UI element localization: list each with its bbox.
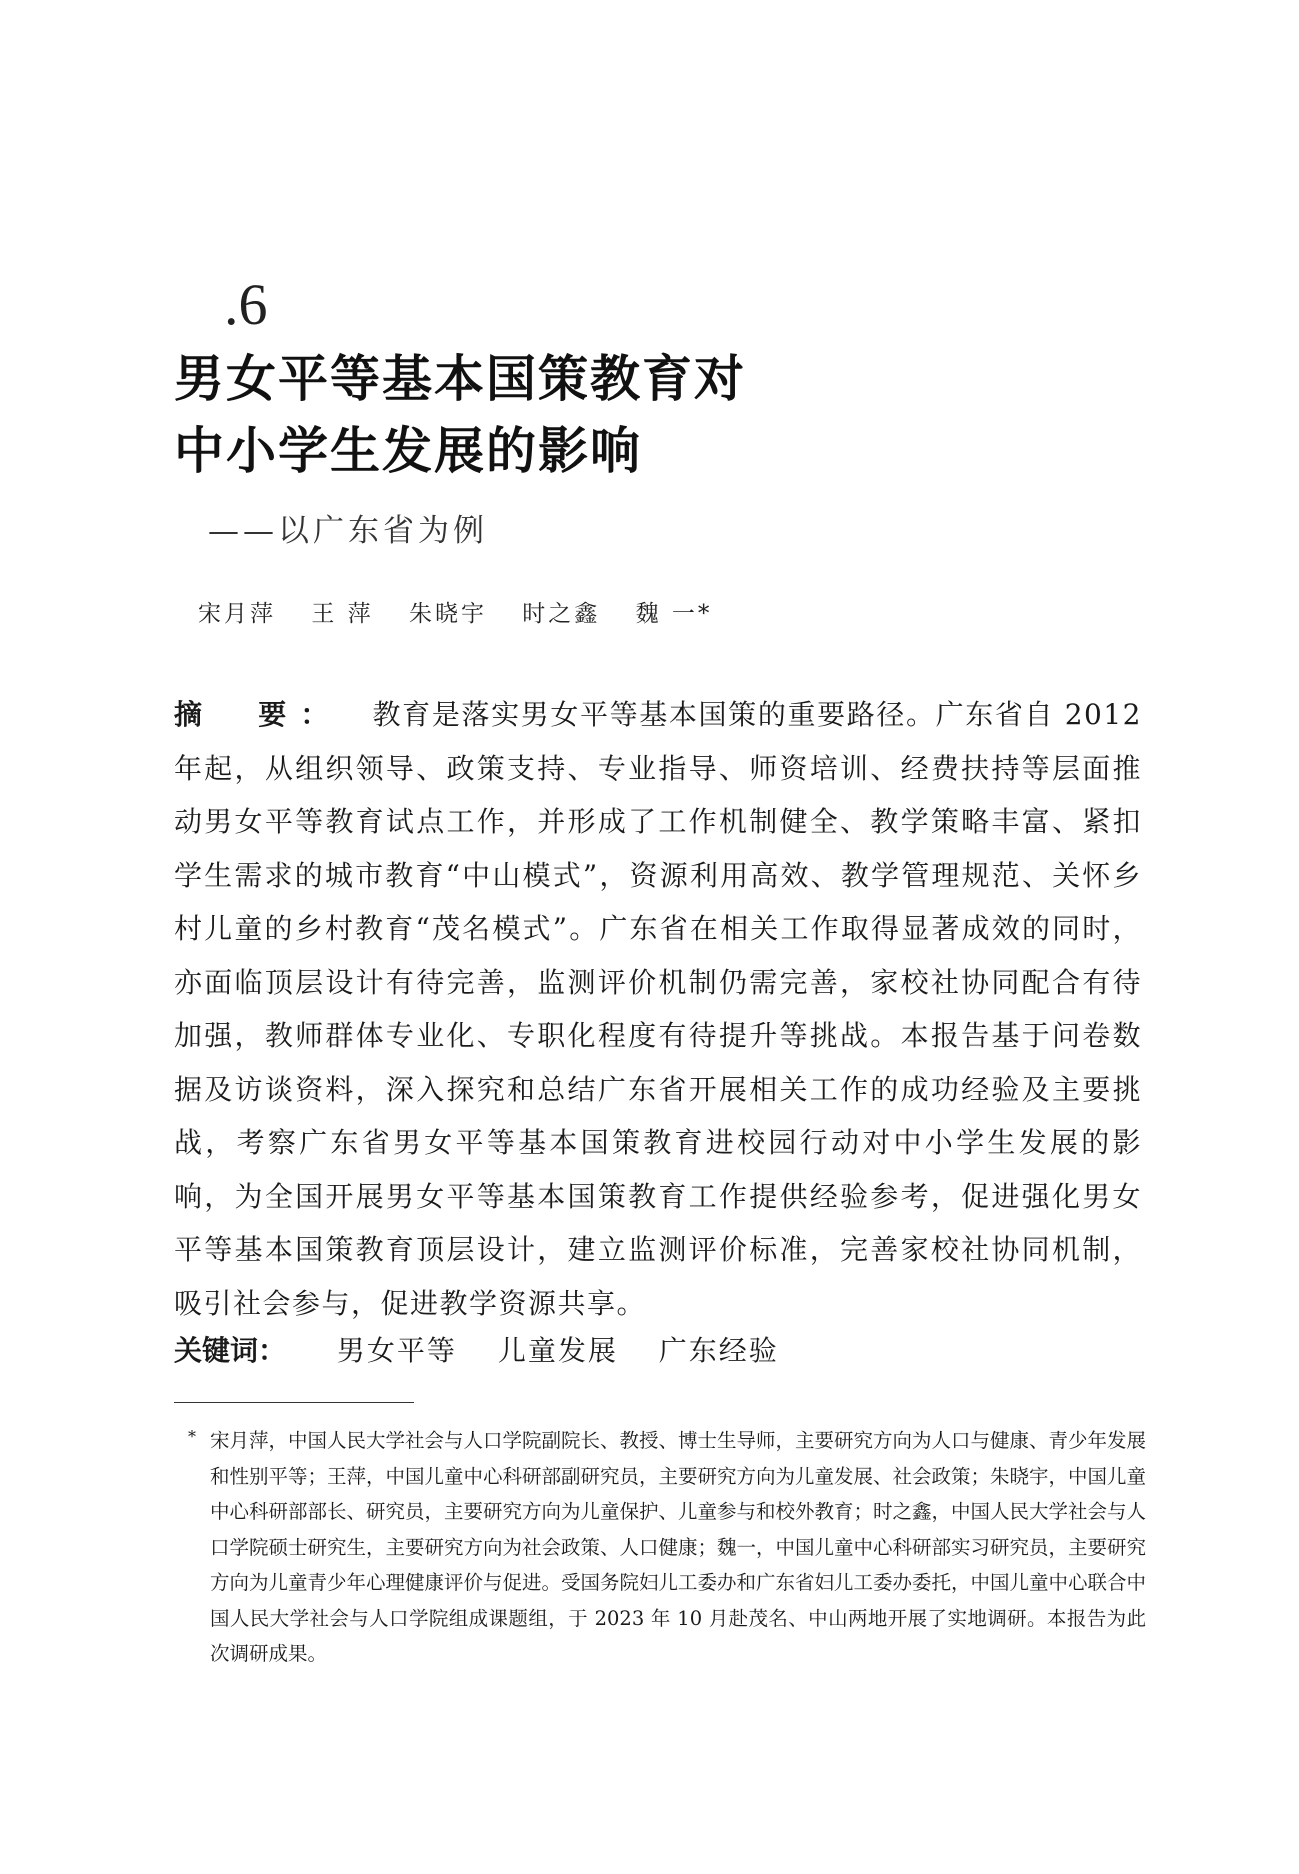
keywords-label: 关键词： <box>174 1334 287 1367</box>
chapter-title-line-1: 男女平等基本国策教育对 <box>174 350 746 408</box>
author-name: 宋月萍 <box>198 601 276 627</box>
footnote-divider <box>174 1402 414 1403</box>
author-name: 魏 一* <box>635 601 713 627</box>
abstract-text: 教育是落实男女平等基本国策的重要路径。广东省自 2012 年起，从组织领导、政策支持、专业指导、师资培训、经费扶持等层面推动男女平等教育试点工作，并形成了工作机制健全、教学策略丰富、紧扣学生需求的城市教育“中山模式”，资源利用高效、教学管理规范、关怀乡村儿童的乡村教育“茂名模式”。广东省在相关工作取得显著成效的同时，亦面临顶层设计有待完善，监测评价机制仍需完善，家校社协同配合有待加强，教师群体专业化、专职化程度有待提升等挑战。本报告基于问卷数据及访谈资料，深入探究和总结广东省开展相关工作的成功经验及主要挑战，考察广东省男女平等基本国策教育进校园行动对中小学生发展的影响，为全国开展男女平等基本国策教育工作提供经验参考，促进强化男女平等基本国策教育顶层设计，建立监测评价标准，完善家校社协同机制，吸引社会参与，促进教学资源共享。 <box>174 698 1142 1320</box>
footnote <box>188 1423 1147 1672</box>
author-name: 时之鑫 <box>522 601 601 627</box>
chapter-number: .6 <box>224 272 268 337</box>
author-name: 王 萍 <box>311 601 374 627</box>
footnote-marker: * <box>188 1427 196 1446</box>
footnote-text: 宋月萍，中国人民大学社会与人口学院副院长、教授、博士生导师，主要研究方向为人口与健康、青少年发展和性别平等；王萍，中国儿童中心科研部副研究员，主要研究方向为儿童发展、社会政策；朱晓宇，中国儿童中心科研部部长、研究员，主要研究方向为儿童保护、儿童参与和校外教育；时之鑫，中国人民大学社会与人口学院硕士研究生，主要研究方向为社会政策、人口健康；魏一，中国儿童中心科研部实习研究员，主要研究方向为儿童青少年心理健康评价与促进。受国务院妇儿工委办和广东省妇儿工委办委托，中国儿童中心联合中国人民大学社会与人口学院组成课题组，于 2023 年 10 月赴茂名、中山两地开展了实地调研。本报告为此次调研成果。 <box>210 1429 1147 1665</box>
keyword-item: 男女平等 <box>336 1334 457 1367</box>
author-list <box>198 596 712 632</box>
chapter-subtitle: ——以广东省为例 <box>208 513 488 549</box>
abstract <box>174 688 1142 1330</box>
abstract-label: 摘 要： <box>174 698 343 731</box>
chapter-title-line-2: 中小学生发展的影响 <box>174 422 642 480</box>
keyword-item: 广东经验 <box>658 1334 779 1367</box>
keyword-item: 儿童发展 <box>497 1334 618 1367</box>
keywords <box>174 1327 811 1375</box>
author-name: 朱晓宇 <box>408 601 487 627</box>
chapter-title <box>174 343 1174 487</box>
